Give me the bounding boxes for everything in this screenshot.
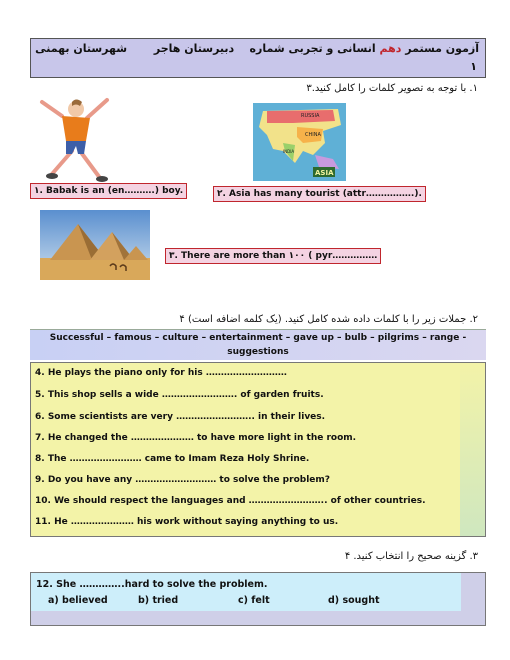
exam-title-rest: انسانی و تجربی شماره bbox=[249, 42, 376, 55]
section3-instruction: ۳. گزینه صحیح را انتخاب کنید. ۴ bbox=[344, 551, 478, 562]
sentence-5: 5. This shop sells a wide ……………………. of garden fruits. bbox=[35, 390, 324, 400]
fill-in-sentences-panel bbox=[30, 362, 460, 537]
exam-number: ۱ bbox=[470, 60, 477, 73]
sentence-4: 4. He plays the piano only for his ……………………… bbox=[35, 368, 287, 378]
question-3-box: ۳. There are more than ۱۰۰ ( pyr…………… bbox=[165, 248, 381, 264]
asia-map-image bbox=[253, 103, 346, 181]
map-label-russia: RUSSIA bbox=[301, 113, 320, 119]
word-bank bbox=[30, 329, 486, 360]
grade-label: دهم bbox=[379, 42, 402, 55]
option-b[interactable]: b) tried bbox=[138, 595, 179, 606]
exam-title: آزمون مستمر bbox=[405, 42, 479, 55]
map-label-china: CHINA bbox=[305, 132, 321, 138]
question-2-box: ۲. Asia has many tourist (attr…………….). bbox=[213, 186, 426, 202]
option-c[interactable]: c) felt bbox=[238, 595, 270, 606]
question-1-box: ۱. Babak is an (en……….) boy. bbox=[30, 183, 187, 199]
sentence-6: 6. Some scientists are very …………………….. in their lives. bbox=[35, 412, 326, 422]
word-bank-line-1: Successful – famous – culture – entertainment – gave up – bulb – pilgrims – range - bbox=[49, 333, 467, 343]
map-label-india: INDIA bbox=[283, 149, 295, 154]
pyramids-image bbox=[40, 210, 150, 280]
sentence-8: 8. The …………………… came to Imam Reza Holy Shrine. bbox=[35, 454, 310, 464]
sentences-panel-margin bbox=[460, 362, 486, 537]
map-label-asia: ASIA bbox=[315, 169, 334, 177]
school-name: دبیرستان هاجر bbox=[153, 42, 235, 55]
sentence-9: 9. Do you have any ……………………… to solve the problem? bbox=[35, 475, 330, 485]
mcq-question: 12. She …………..hard to solve the problem. bbox=[36, 579, 268, 590]
header-title-line bbox=[35, 42, 479, 55]
sentence-7: 7. He changed the ………………… to have more light in the room. bbox=[35, 433, 357, 443]
jumping-boy-image bbox=[32, 96, 122, 184]
sentence-11: 11. He ………………… his work without saying anything to us. bbox=[35, 517, 339, 527]
section2-instruction: ۲. جملات زیر را با کلمات داده شده کامل کنید. (یک کلمه اضافه است) ۴ bbox=[179, 314, 478, 325]
city-name: شهرستان بهمنی bbox=[35, 42, 128, 55]
word-bank-line-2: suggestions bbox=[227, 347, 289, 357]
section1-instruction: ۱. با توجه به تصویر کلمات را کامل کنید.۳ bbox=[306, 83, 478, 94]
exam-header bbox=[30, 38, 486, 78]
option-d[interactable]: d) sought bbox=[328, 595, 380, 606]
option-a[interactable]: a) believed bbox=[48, 595, 108, 606]
sentence-10: 10. We should respect the languages and …………………….. of other countries. bbox=[35, 496, 426, 506]
